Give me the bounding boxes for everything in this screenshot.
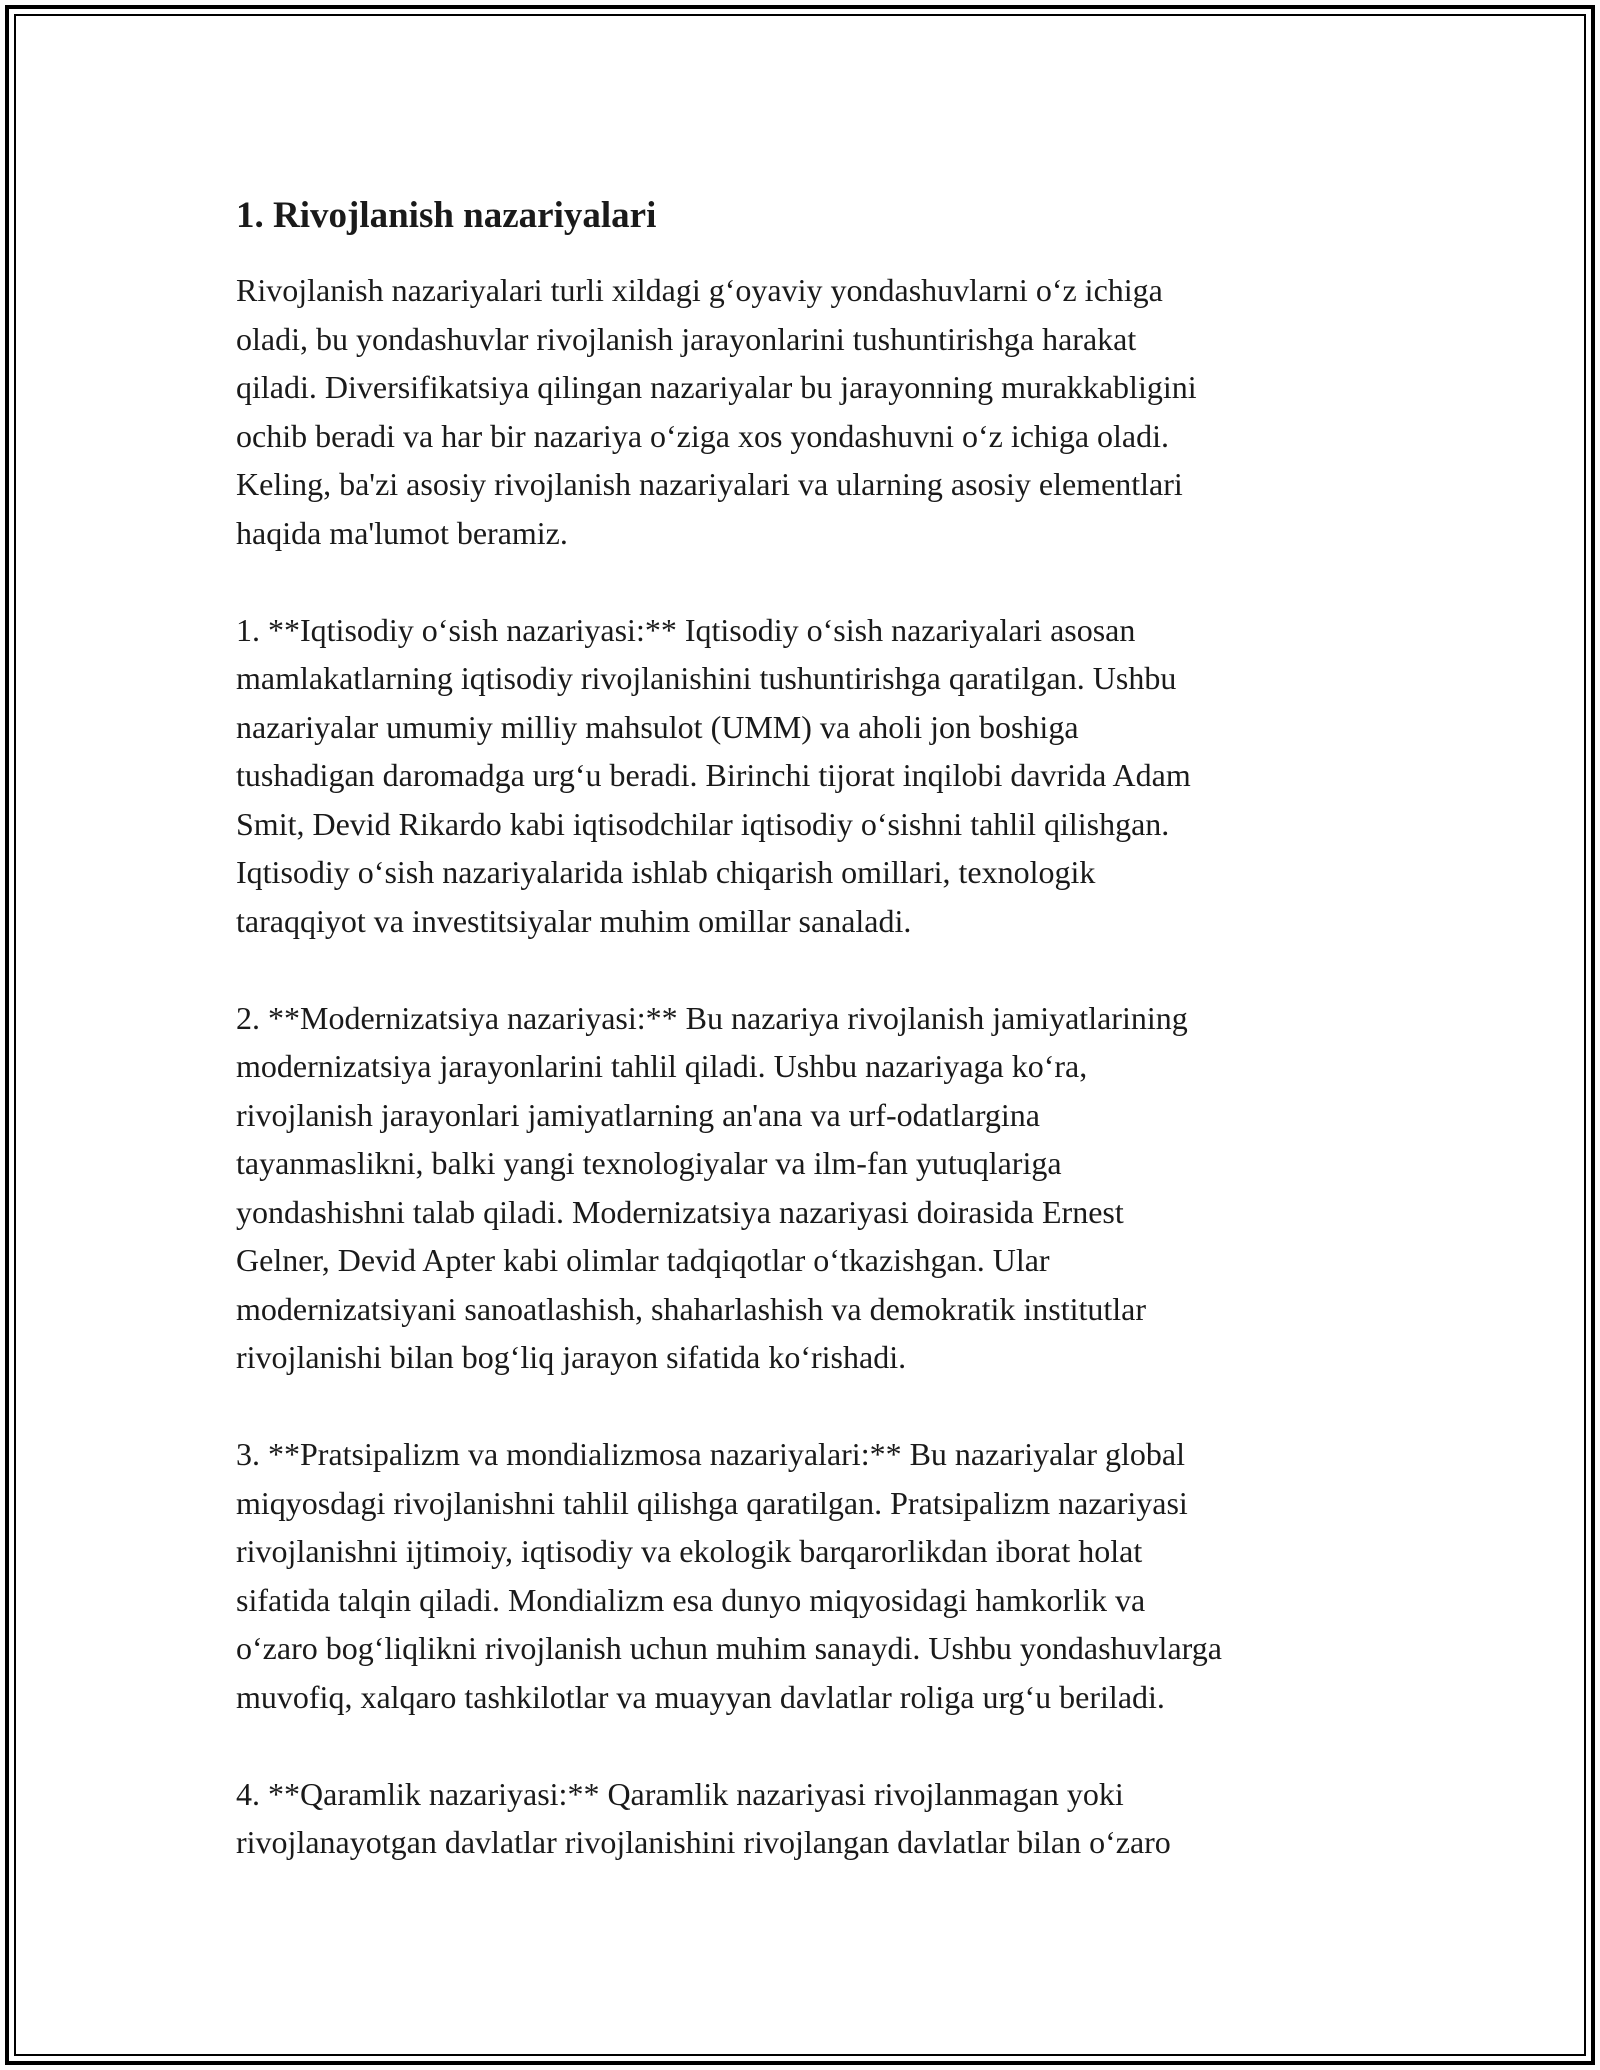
paragraph-spacer (236, 1382, 1386, 1431)
text-line: Rivojlanish nazariyalari turli xildagi gʻoyaviy yondashuvlarni oʻz ichiga (236, 272, 1163, 308)
list-item-modernization (236, 994, 1386, 1382)
text-line: ochib beradi va har bir nazariya oʻziga xos yondashuvni oʻz ichiga oladi. (236, 417, 1169, 454)
text-line: 4. **Qaramlik nazariyasi:** Qaramlik nazariyasi rivojlanmagan yoki (236, 1775, 1124, 1812)
list-item-dependency (236, 1770, 1386, 1867)
paragraph-spacer (236, 945, 1386, 994)
text-line: qiladi. Diversifikatsiya qilingan nazariyalar bu jarayonning murakkabligini (236, 369, 1197, 405)
list-item-economic-growth (236, 606, 1386, 946)
text-line: 3. **Pratsipalizm va mondializmosa nazariyalari:** Bu nazariyalar global (236, 1436, 1186, 1472)
text-line: oladi, bu yondashuvlar rivojlanish jarayonlarini tushuntirishga harakat (236, 320, 1137, 357)
text-line: Gelner, Devid Apter kabi olimlar tadqiqotlar oʻtkazishgan. Ular (236, 1242, 1050, 1278)
text-line: tayanmaslikni, balki yangi texnologiyalar va ilm-fan yutuqlariga (236, 1145, 1062, 1181)
text-line: rivojlanayotgan davlatlar rivojlanishini rivojlangan davlatlar bilan oʻzaro (236, 1824, 1171, 1860)
text-line: rivojlanishi bilan bogʻliq jarayon sifatida koʻrishadi. (236, 1339, 907, 1375)
paragraph-spacer (236, 1721, 1386, 1770)
text-line: Iqtisodiy oʻsish nazariyalarida ishlab chiqarish omillari, texnologik (236, 854, 1096, 890)
text-line: Keling, ba'zi asosiy rivojlanish nazariyalari va ularning asosiy elementlari (236, 466, 1183, 502)
document-body (236, 186, 1386, 1867)
section-heading: 1. Rivojlanish nazariyalari (236, 195, 657, 236)
text-line: Smit, Devid Rikardo kabi iqtisodchilar iqtisodiy oʻsishni tahlil qilishgan. (236, 805, 1170, 842)
text-line: modernizatsiyani sanoatlashish, shaharlashish va demokratik institutlar (236, 1290, 1147, 1327)
text-line: 2. **Modernizatsiya nazariyasi:** Bu nazariya rivojlanish jamiyatlarining (236, 999, 1188, 1036)
intro-paragraph (236, 266, 1386, 557)
text-line: taraqqiyot va investitsiyalar muhim omillar sanaladi. (236, 902, 912, 939)
text-line: 1. **Iqtisodiy oʻsish nazariyasi:** Iqtisodiy oʻsish nazariyalari asosan (236, 611, 1136, 648)
text-line: sifatida talqin qiladi. Mondializm esa dunyo miqyosidagi hamkorlik va (236, 1581, 1146, 1618)
paragraph-spacer (236, 557, 1386, 606)
text-line: miqyosdagi rivojlanishni tahlil qilishga qaratilgan. Pratsipalizm nazariyasi (236, 1484, 1188, 1521)
text-line: tushadigan daromadga urgʻu beradi. Birinchi tijorat inqilobi davrida Adam (236, 757, 1191, 793)
text-line: modernizatsiya jarayonlarini tahlil qiladi. Ushbu nazariyaga koʻra, (236, 1048, 1088, 1084)
text-line: rivojlanishni ijtimoiy, iqtisodiy va ekologik barqarorlikdan iborat holat (236, 1533, 1143, 1569)
text-line: oʻzaro bogʻliqlikni rivojlanish uchun muhim sanaydi. Ushbu yondashuvlarga (236, 1630, 1222, 1666)
text-line: haqida ma'lumot beramiz. (236, 514, 568, 551)
text-line: rivojlanish jarayonlari jamiyatlarning an'ana va urf-odatlargina (236, 1096, 1040, 1133)
text-line: yondashishni talab qiladi. Modernizatsiya nazariyasi doirasida Ernest (236, 1193, 1124, 1230)
text-line: nazariyalar umumiy milliy mahsulot (UMM) va aholi jon boshiga (236, 708, 1079, 745)
text-line: muvofiq, xalqaro tashkilotlar va muayyan davlatlar roliga urgʻu beriladi. (236, 1678, 1165, 1715)
text-line: mamlakatlarning iqtisodiy rivojlanishini tushuntirishga qaratilgan. Ushbu (236, 660, 1177, 696)
list-item-globalism (236, 1430, 1386, 1721)
